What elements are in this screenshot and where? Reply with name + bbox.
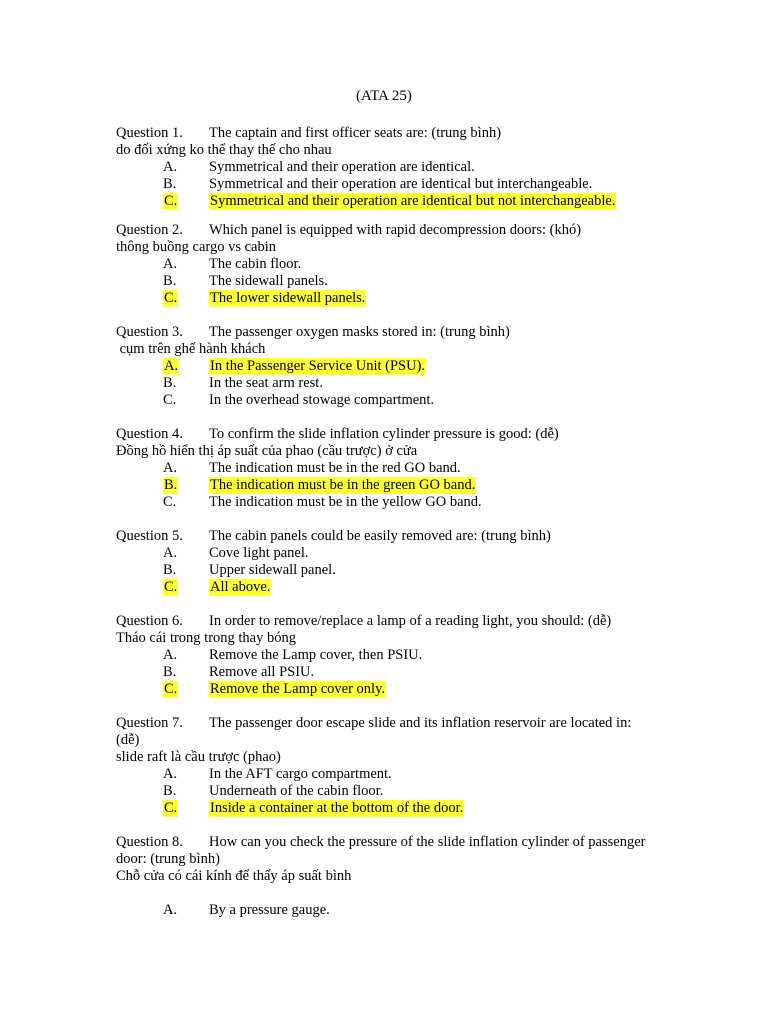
option-letter: A.: [163, 460, 178, 476]
question-text: The captain and first officer seats are: (trung bình): [209, 125, 502, 141]
option-text: Remove all PSIU.: [209, 664, 315, 680]
question-text: The cabin panels could be easily removed are: (trung bình): [209, 528, 551, 544]
option-letter: A.: [163, 256, 178, 272]
option-text: Remove the Lamp cover only.: [210, 681, 386, 697]
answer-option: [116, 664, 646, 681]
option-letter: C.: [163, 494, 177, 510]
option-letter: C.: [163, 392, 177, 408]
answer-option: [116, 562, 646, 579]
question-7: [116, 715, 646, 817]
answer-option: [116, 159, 646, 176]
option-letter: A.: [163, 902, 178, 918]
option-letter: C.: [164, 193, 178, 209]
option-letter: B.: [163, 783, 177, 799]
answer-option-correct: [116, 681, 646, 698]
option-letter: B.: [164, 477, 178, 493]
question-label: Question 5.: [116, 528, 183, 544]
option-letter: B.: [163, 375, 177, 391]
question-label: Question 7.: [116, 715, 183, 731]
answer-option-correct: [116, 193, 646, 210]
answer-option-correct: [116, 358, 646, 375]
option-letter: B.: [163, 562, 177, 578]
option-text: The sidewall panels.: [209, 273, 328, 289]
option-letter: A.: [163, 766, 178, 782]
question-text: The passenger oxygen masks stored in: (trung bình): [209, 324, 510, 340]
option-text: The indication must be in the yellow GO band.: [209, 494, 482, 510]
question-text: In order to remove/replace a lamp of a reading light, you should: (dễ): [209, 613, 612, 629]
question-heading: [116, 834, 646, 868]
option-letter: A.: [164, 358, 179, 374]
option-letter: A.: [163, 647, 178, 663]
question-8: [116, 834, 646, 919]
option-text: The indication must be in the red GO band.: [209, 460, 461, 476]
option-text: In the AFT cargo compartment.: [209, 766, 392, 782]
document-title: (ATA 25): [356, 88, 412, 104]
option-letter: A.: [163, 545, 178, 561]
question-5: [116, 528, 646, 596]
option-letter: B.: [163, 273, 177, 289]
option-text: By a pressure gauge.: [209, 902, 330, 918]
question-4: [116, 426, 646, 511]
option-text: All above.: [210, 579, 271, 595]
question-heading: [116, 528, 646, 545]
question-note: slide raft là cầu trược (phao): [116, 749, 281, 765]
answer-option: [116, 375, 646, 392]
option-text: Inside a container at the bottom of the door.: [210, 800, 464, 816]
option-text: Underneath of the cabin floor.: [209, 783, 384, 799]
option-text: The lower sidewall panels.: [210, 290, 366, 306]
option-text: Symmetrical and their operation are identical.: [209, 159, 475, 175]
question-note: Chỗ cửa có cái kính để thấy áp suất bình: [116, 868, 352, 884]
option-text: Upper sidewall panel.: [209, 562, 336, 578]
question-heading: [116, 613, 646, 630]
question-2: [116, 222, 646, 307]
answer-option: [116, 460, 646, 477]
answer-option-correct: [116, 477, 646, 494]
answer-option: [116, 392, 646, 409]
question-label: Question 3.: [116, 324, 183, 340]
option-letter: C.: [164, 681, 178, 697]
option-text: The cabin floor.: [209, 256, 302, 272]
question-heading: [116, 426, 646, 443]
question-note: Tháo cái trong trong thay bóng: [116, 630, 296, 646]
question-label: Question 2.: [116, 222, 183, 238]
question-text: The passenger door escape slide and its inflation reservoir are located in: (dễ): [116, 715, 632, 748]
question-text: How can you check the pressure of the slide inflation cylinder of passenger door: (trung bình): [116, 834, 646, 867]
option-letter: C.: [164, 800, 178, 816]
question-note: do đối xứng ko thể thay thế cho nhau: [116, 142, 332, 158]
option-text: Symmetrical and their operation are identical but interchangeable.: [209, 176, 593, 192]
answer-option: [116, 494, 646, 511]
question-heading: [116, 222, 646, 239]
option-text: In the seat arm rest.: [209, 375, 323, 391]
question-label: Question 1.: [116, 125, 183, 141]
question-label: Question 8.: [116, 834, 183, 850]
question-3: [116, 324, 646, 409]
answer-option: [116, 783, 646, 800]
answer-option-correct: [116, 290, 646, 307]
question-note: cụm trên ghế hành khách: [116, 341, 266, 357]
answer-option: [116, 647, 646, 664]
option-text: In the Passenger Service Unit (PSU).: [210, 358, 426, 374]
answer-option: [116, 766, 646, 783]
question-1: [116, 125, 646, 210]
option-letter: A.: [163, 159, 178, 175]
question-heading: [116, 715, 646, 749]
question-heading: [116, 125, 646, 142]
question-note: Đồng hồ hiển thị áp suất của phao (cầu trược) ở cửa: [116, 443, 418, 459]
question-label: Question 6.: [116, 613, 183, 629]
question-6: [116, 613, 646, 698]
question-heading: [116, 324, 646, 341]
answer-option-correct: [116, 800, 646, 817]
answer-option: [116, 256, 646, 273]
option-letter: B.: [163, 664, 177, 680]
option-text: Cove light panel.: [209, 545, 309, 561]
answer-option: [116, 176, 646, 193]
answer-option: [116, 902, 646, 919]
option-text: The indication must be in the green GO band.: [210, 477, 476, 493]
option-letter: C.: [164, 579, 178, 595]
question-label: Question 4.: [116, 426, 183, 442]
answer-option-correct: [116, 579, 646, 596]
question-text: Which panel is equipped with rapid decompression doors: (khó): [209, 222, 582, 238]
option-letter: C.: [164, 290, 178, 306]
option-text: Remove the Lamp cover, then PSIU.: [209, 647, 423, 663]
question-text: To confirm the slide inflation cylinder pressure is good: (dễ): [209, 426, 559, 442]
option-text: Symmetrical and their operation are identical but not interchangeable.: [210, 193, 616, 209]
blank-line: [116, 885, 646, 902]
option-letter: B.: [163, 176, 177, 192]
answer-option: [116, 545, 646, 562]
question-note: thông buồng cargo vs cabin: [116, 239, 277, 255]
answer-option: [116, 273, 646, 290]
option-text: In the overhead stowage compartment.: [209, 392, 435, 408]
